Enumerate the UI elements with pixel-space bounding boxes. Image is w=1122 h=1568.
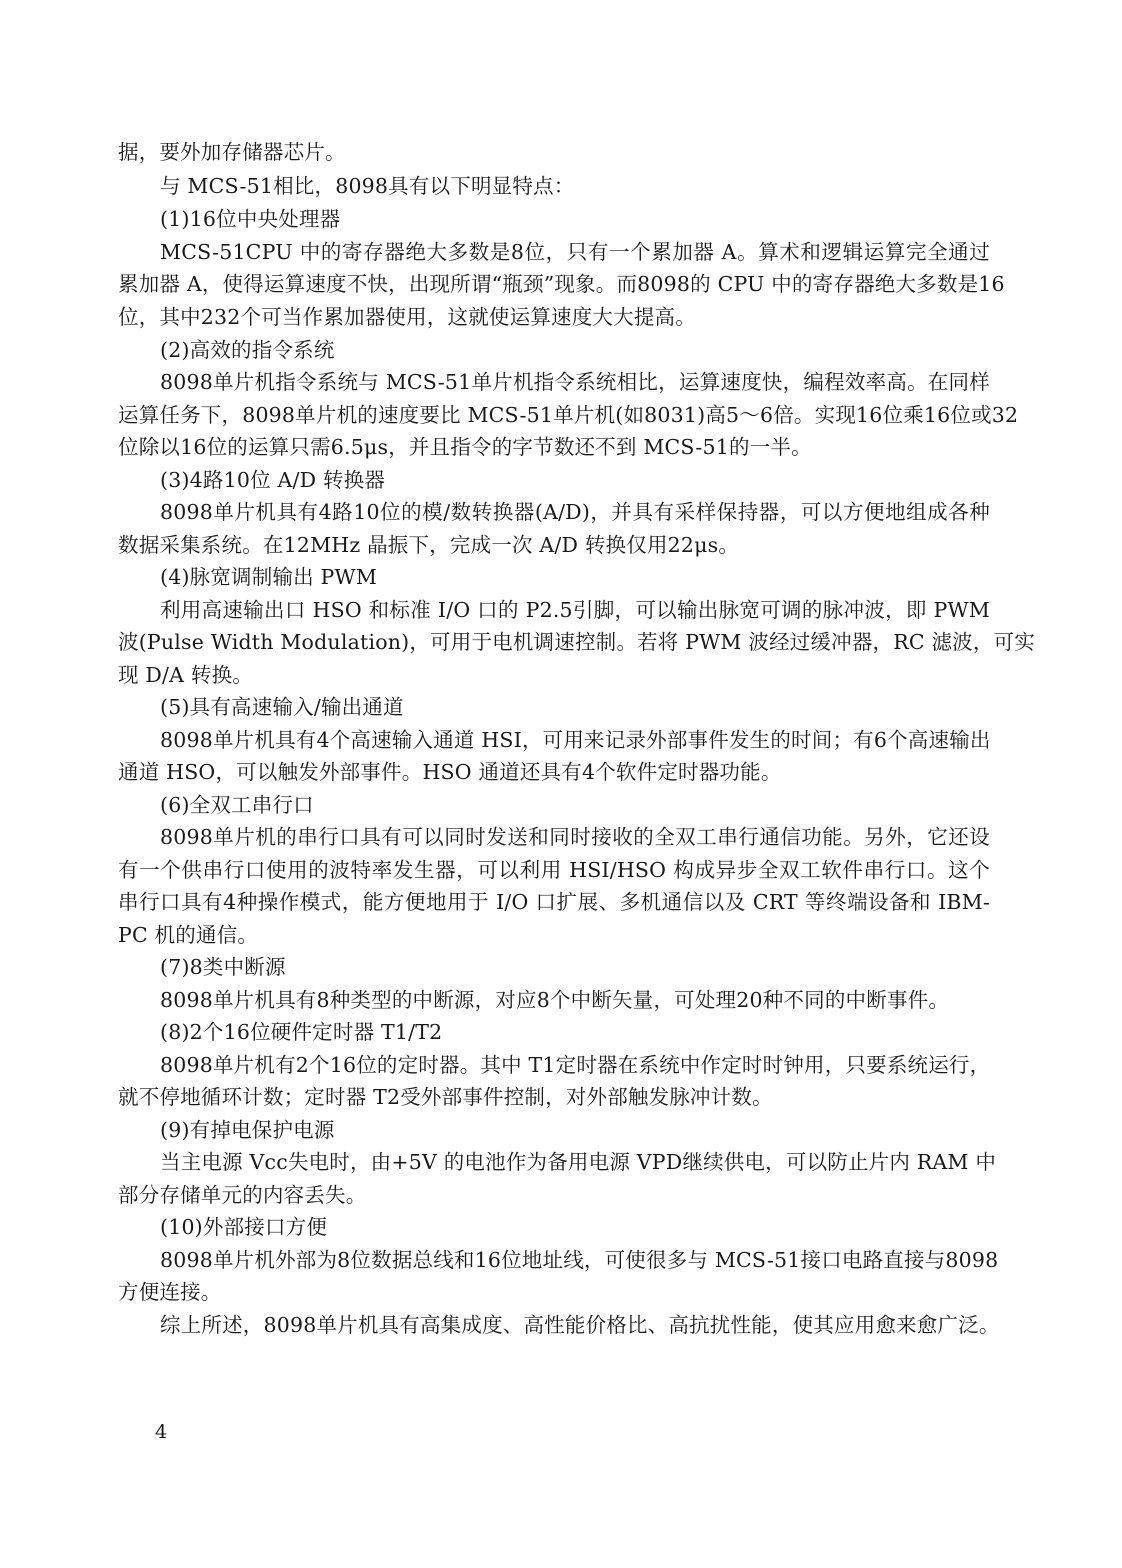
section-heading: (1)16位中央处理器 [160,207,341,231]
text-line: 当主电源 Vcc失电时，由+5V 的电池作为备用电源 VPD继续供电，可以防止片内 RAM 中 [160,1150,997,1174]
text-line: PC 机的通信。 [118,923,259,947]
text-line: 8098单片机具有4路10位的模/数转换器(A/D)，并具有采样保持器，可以方便地组成各种 [160,500,990,524]
text-line: 8098单片机指令系统与 MCS-51单片机指令系统相比，运算速度快，编程效率高。在同样 [160,370,990,394]
text-line: 8098单片机具有8种类型的中断源，对应8个中断矢量，可处理20种不同的中断事件。 [160,988,950,1012]
text-line: 通道 HSO，可以触发外部事件。HSO 通道还具有4个软件定时器功能。 [118,760,782,784]
text-line: 有一个供串行口使用的波特率发生器，可以利用 HSI/HSO 构成异步全双工软件串行口。这个 [118,858,990,882]
text-line: 位，其中232个可当作累加器使用，这就使运算速度大大提高。 [118,305,696,329]
text-line: 据，要外加存储器芯片。 [118,140,346,164]
text-line: 部分存储单元的内容丢失。 [118,1183,367,1207]
text-line: 现 D/A 转换。 [118,663,253,687]
text-line: 累加器 A，使得运算速度不快，出现所谓“瓶颈”现象。而8098的 CPU 中的寄存器绝大多数是16 [118,272,1005,296]
text-line: 8098单片机外部为8位数据总线和16位地址线，可使很多与 MCS-51接口电路直接与8098 [160,1248,999,1272]
text-line: 8098单片机具有4个高速输入通道 HSI，可用来记录外部事件发生的时间；有6个高速输出 [160,728,991,752]
section-heading: (10)外部接口方便 [160,1215,328,1239]
section-heading: (2)高效的指令系统 [160,338,335,362]
section-heading: (8)2个16位硬件定时器 T1/T2 [160,1020,443,1044]
section-heading: (7)8类中断源 [160,955,286,979]
text-line: 数据采集系统。在12MHz 晶振下，完成一次 A/D 转换仅用22μs。 [118,533,740,557]
text-line: 方便连接。 [118,1280,222,1304]
text-line: 与 MCS-51相比，8098具有以下明显特点： [160,174,575,198]
section-heading: (9)有掉电保护电源 [160,1118,335,1142]
text-line: 利用高速输出口 HSO 和标准 I/O 口的 P2.5引脚，可以输出脉宽可调的脉冲波，即 PWM [160,598,990,622]
text-line: 综上所述，8098单片机具有高集成度、高性能价格比、高抗扰性能，使其应用愈来愈广泛。 [160,1313,1000,1337]
section-heading: (4)脉宽调制输出 PWM [160,565,378,589]
text-line: 运算任务下，8098单片机的速度要比 MCS-51单片机(如8031)高5～6倍。实现16位乘16位或32 [118,403,1019,427]
text-line: 串行口具有4种操作模式，能方便地用于 I/O 口扩展、多机通信以及 CRT 等终端设备和 IBM- [118,890,990,914]
text-line: 就不停地循环计数；定时器 T2受外部事件控制，对外部触发脉冲计数。 [118,1085,773,1109]
section-heading: (6)全双工串行口 [160,793,314,817]
section-heading: (3)4路10位 A/D 转换器 [160,468,386,492]
text-line: 波(Pulse Width Modulation)，可用于电机调速控制。若将 PWM 波经过缓冲器，RC 滤波，可实 [118,630,1035,654]
text-line: 8098单片机的串行口具有可以同时发送和同时接收的全双工串行通信功能。另外，它还设 [160,825,990,849]
page-number: 4 [155,1421,168,1443]
text-line: 8098单片机有2个16位的定时器。其中 T1定时器在系统中作定时时钟用，只要系统运行， [160,1053,991,1077]
text-line: MCS-51CPU 中的寄存器绝大多数是8位，只有一个累加器 A。算术和逻辑运算完全通过 [160,240,990,264]
text-line: 位除以16位的运算只需6.5μs，并且指令的字节数还不到 MCS-51的一半。 [118,435,812,459]
section-heading: (5)具有高速输入/输出通道 [160,695,404,719]
